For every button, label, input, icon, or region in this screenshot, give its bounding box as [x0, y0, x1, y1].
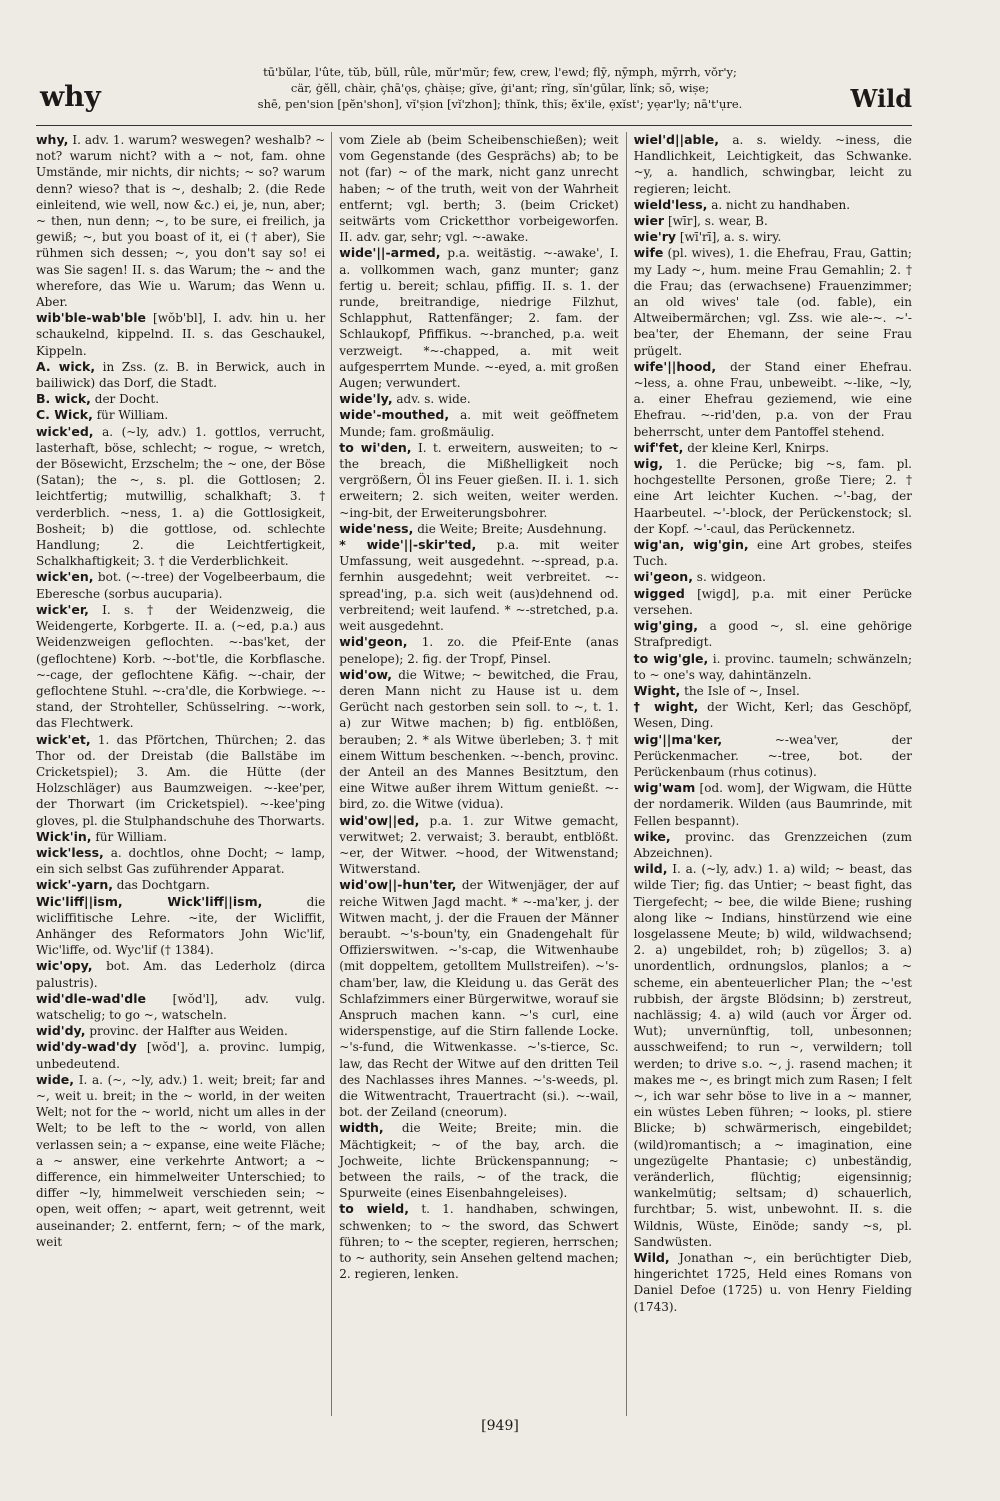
- entry-headword: wier: [633, 213, 665, 229]
- dictionary-entry: [339, 877, 618, 1120]
- dictionary-entry: [634, 1250, 912, 1315]
- right-guide-word: Wild: [850, 84, 912, 113]
- dictionary-entry: [634, 197, 912, 213]
- entry-headword: wid'ow,: [339, 666, 392, 682]
- dictionary-entry: [634, 229, 912, 245]
- dictionary-entry: [36, 732, 325, 829]
- entry-definition: der Wicht, Kerl; das Geschöpf, Wesen, Ding.: [633, 700, 912, 731]
- dictionary-entry: [634, 829, 912, 861]
- entry-definition: [wigd], p.a. mit einer Perücke versehen.: [633, 586, 912, 617]
- dictionary-entry: [634, 732, 912, 781]
- entry-definition: [wīr], s. wear, B.: [667, 214, 768, 229]
- entry-definition: p.a. 1. zur Witwe gemacht, verwitwet; 2. verwaist; 3. beraubt, entblößt. ~er, der Witwer. ~hood, der Witwenstand; Witwerstand.: [339, 813, 619, 877]
- entry-definition: für William.: [96, 408, 169, 423]
- header-rule: [36, 125, 912, 126]
- dictionary-entry: [634, 861, 912, 1250]
- dictionary-entry: [634, 213, 912, 229]
- column-left: [36, 132, 331, 1416]
- entry-definition: provinc. der Halfter aus Weiden.: [89, 1024, 288, 1039]
- dictionary-entry: [36, 359, 325, 391]
- entry-definition: I. adv. 1. warum? weswegen? weshalb? ~ not? warum nicht? with a ~ not, fam. ohne Umstände, mir nichts, dir nichts; ~ so? warum denn? wieso? that is ~, deshalb; 2. (die Rede einleitend, wie well, now &c.) ei, je, nun, aber; ~ then, nun denn; ~, to be sure, ei freilich, ja gewiß; ~, but you boast of it, ei († aber), Sie rühmen sich dessen; ~, you don't say so! ei was Sie sagen! II. s. das Warum; the ~ and the wherefore, das Wie u. Warum; das Wenn u. Aber.: [36, 133, 326, 310]
- entry-headword: wide'||-armed,: [339, 245, 441, 261]
- dictionary-entry: [36, 894, 325, 959]
- entry-headword: † wight,: [633, 699, 699, 715]
- entry-definition: a. mit weit geöffnetem Munde; fam. großmäulig.: [339, 408, 619, 439]
- dictionary-entry: [36, 877, 325, 893]
- dictionary-entry: [36, 1039, 325, 1071]
- dictionary-entry: [634, 537, 912, 569]
- entry-definition: t. 1. handhaben, schwingen, schwenken; to ~ the sword, das Schwert führen; to ~ the scepter, regieren, herrschen; to ~ authority, sein Ansehen geltend machen; 2. regieren, lenken.: [339, 1202, 619, 1282]
- entry-definition: a. dochtlos, ohne Docht; ~ lamp, ein sich selbst Gas zuführender Apparat.: [36, 845, 326, 877]
- dictionary-entry: [339, 1120, 618, 1201]
- entry-definition: a good ~, sl. eine gehörige Strafpredigt.: [633, 619, 912, 650]
- entry-definition: vom Ziele ab (beim Scheibenschießen); weit vom Gegenstande (des Gesprächs) ab; to be not (far) ~ of the mark, nicht ganz unrecht haben; ~ of the truth, weit von der Wahrheit entfernt; vgl. berth; 3. (beim Cricket) seitwärts vom Cricketthor vorbeigeworfen. II. adv. gar, sehr; vgl. ~-awake.: [339, 133, 619, 245]
- entry-headword: wife: [633, 245, 664, 261]
- entry-definition: [wŏb'bl], I. adv. hin u. her schaukelnd, kippelnd. II. s. das Geschaukel, Kippeln.: [36, 311, 326, 358]
- entry-headword: wid'ow||-hun'ter,: [339, 877, 457, 893]
- entry-headword: wig,: [633, 456, 664, 472]
- entry-definition: die wicliffitische Lehre. ~ite, der Wicliffit, Anhänger des Reformators John Wic'lif, Wic'liffe, od. Wyc'lif († 1384).: [36, 894, 326, 958]
- pronunciation-key: [190, 64, 810, 112]
- dictionary-entry: [36, 829, 325, 845]
- entry-headword: to wield,: [339, 1201, 409, 1217]
- entry-definition: provinc. das Grenzzeichen (zum Abzeichnen).: [633, 829, 912, 860]
- dictionary-entry: [339, 245, 618, 391]
- dictionary-entry: [36, 132, 325, 310]
- dictionary-entry: [634, 569, 912, 585]
- dictionary-entry: [634, 651, 912, 683]
- dictionary-entry: [36, 407, 325, 423]
- entry-headword: Wick'in,: [36, 828, 92, 844]
- entry-headword: wid'ow||ed,: [339, 812, 420, 828]
- entry-headword: Wic'liff||ism, Wick'liff||ism,: [36, 893, 263, 909]
- entry-headword: wid'dy-wad'dy: [36, 1039, 137, 1055]
- entry-definition: der Witwenjäger, der auf reiche Witwen Jagd macht. * ~-ma'ker, j. der Witwen macht, j. der die Frauen der Männer beraubt. ~'s-boun'ty, ein Gnadengehalt für Offizierswitwen. ~'s-cap, die Witwenhaube (mit doppeltem, getolltem Mullstreifen). ~'s-cham'ber, law, die Kleidung u. das Gerät des Schlafzimmers einer Bürgerwitwe, worauf sie Anspruch machen kann. ~'s curl, eine widerspenstige, auf die Stirn fallende Locke. ~'s-fund, die Witwenkasse. ~'s-tierce, Sc. law, das Recht der Witwe auf den dritten Teil des Nachlasses ihres Mannes. ~'s-weeds, pl. die Witwentracht, Trauertracht (si.). ~-wail, bot. der Zeiland (cneorum).: [339, 878, 619, 1120]
- dictionary-entry: [339, 132, 618, 245]
- entry-definition: in Zss. (z. B. in Berwick, auch in bailiwick) das Dorf, die Stadt.: [36, 359, 326, 391]
- dictionary-entry: [339, 667, 618, 813]
- dictionary-entry: [36, 391, 325, 407]
- entry-headword: A. wick,: [36, 358, 96, 374]
- entry-definition: p.a. weitästig. ~-awake', I. a. vollkommen wach, ganz munter; ganz fertig u. bereit; schlau, pfiffig. II. s. 1. der runde, breitrandige, niedrige Filzhut, Schlapphut, Rattenfänger; 2. fam. der Schlaukopf, Pfiffikus. ~-branched, p.a. weit verzweigt. *~-chapped, a. mit weit aufgesperrtem Munde. ~-eyed, a. mit großen Augen; verwundert.: [339, 246, 619, 391]
- entry-headword: C. Wick,: [36, 407, 93, 423]
- entry-definition: s. widgeon.: [696, 570, 766, 585]
- dictionary-entry: [634, 683, 912, 699]
- entry-headword: wick'en,: [36, 569, 94, 585]
- entry-headword: wig'an, wig'gin,: [633, 537, 749, 553]
- entry-definition: I. a. (~ly, adv.) 1. a) wild; ~ beast, das wilde Tier; fig. das Untier; ~ beast fight, das Tiergefecht; ~ bee, die wilde Biene; rushing along like ~ Indians, hinstürzend wie eine losgelassene Meute; b) wild, wildwachsend; 2. a) ungebildet, roh; b) zügellos; 3. a) unordentlich, ordnungslos, planlos; a ~ scheme, ein abenteuerlicher Plan; the ~'est rubbish, der ärgste Blödsinn; b) zerstreut, nachlässig; 4. a) wild (auch vor Ärger od. Wut); unvernünftig, toll, unbesonnen; ausschweifend; to run ~, verwildern; toll werden; to drive s.o. ~, j. rasend machen; it makes me ~, es bringt mich zum Rasen; I felt ~, ich war sehr böse to live in a ~ manner, ein wüstes Leben führen; ~ looks, pl. stiere Blicke; b) schwärmerisch, eingebildet; (wild)romantisch; a ~ imagination, eine ungezügelte Phantasie; c) unbeständig, veränderlich, flüchtig; eigensinnig; wankelmütig; seltsam; d) schauerlich, furchtbar; 5. wist, unbewohnt. II. s. die Wildnis, Wüste, Einöde; sandy ~s, pl. Sandwüsten.: [633, 862, 912, 1249]
- dictionary-entry: [339, 391, 618, 407]
- entry-definition: a. nicht zu handhaben.: [711, 197, 851, 212]
- dictionary-entry: [36, 958, 325, 990]
- entry-definition: (pl. wives), 1. die Ehefrau, Frau, Gattin; my Lady ~, hum. meine Frau Gemahlin; 2. † die Frau; das (erwachsene) Frauenzimmer; an old wives' tale (od. fable), ein Altweibermärchen; vgl. Zss. wie ale-~. ~'-bea'ter, der Ehemann, der seine Frau prügelt.: [633, 246, 912, 358]
- left-guide-word: why: [40, 80, 101, 113]
- entry-headword: wid'geon,: [339, 634, 408, 650]
- dictionary-entry: [634, 456, 912, 537]
- entry-headword: wick'et,: [36, 731, 91, 747]
- dictionary-entry: [339, 407, 618, 439]
- entry-headword: wig'wam: [633, 780, 696, 796]
- dictionary-entry: [634, 586, 912, 618]
- entry-definition: der Docht.: [94, 392, 160, 407]
- dictionary-entry: [634, 245, 912, 358]
- entry-definition: i. provinc. taumeln; schwänzeln; to ~ one's way, dahintänzeln.: [633, 651, 912, 682]
- entry-headword: wig'||ma'ker,: [633, 731, 723, 747]
- entry-headword: wide'ly,: [339, 391, 393, 407]
- dictionary-entry: [339, 813, 618, 878]
- entry-definition: [wŏd'l], adv. vulg. watschelig; to go ~, watscheln.: [36, 991, 326, 1022]
- entry-definition: [wī'rī], a. s. wiry.: [679, 230, 782, 245]
- text-columns: [36, 132, 912, 1416]
- entry-headword: why,: [36, 132, 69, 147]
- entry-headword: wid'dy,: [36, 1023, 86, 1039]
- entry-definition: 1. zo. die Pfeif-Ente (anas penelope); 2. fig. der Tropf, Pinsel.: [339, 635, 619, 666]
- entry-headword: wide'-mouthed,: [339, 407, 450, 423]
- entry-headword: wie'ry: [633, 229, 677, 245]
- dictionary-entry: [339, 440, 618, 521]
- pronunciation-line: cär, ġĕll, chàir, çhā'ǫs, çhàiṣe; gĭve, ġi'ant; rĭng, sĭn'gūlar, lĭnk; sō, wiṣe;: [290, 81, 710, 95]
- dictionary-entry: [634, 618, 912, 650]
- entry-definition: [od. wom], der Wigwam, die Hütte der nordamerik. Wilden (aus Baumrinde, mit Fellen bespannt).: [633, 781, 912, 828]
- dictionary-entry: [36, 310, 325, 359]
- entry-headword: wide,: [36, 1071, 75, 1087]
- entry-definition: [wŏd'], a. provinc. lumpig, unbedeutend.: [36, 1040, 326, 1071]
- pronunciation-line: shē, pen'sion [pĕn'shon], vĭ'ṣion [vĭ'zhon]; thĭnk, thĭs; ĕx'ile, ẹxĭst'; yẹar'ly; nā't'ụre.: [257, 97, 743, 111]
- entry-definition: für William.: [95, 829, 167, 844]
- entry-headword: wield'less,: [633, 196, 708, 212]
- entry-headword: to wig'gle,: [633, 650, 709, 666]
- dictionary-entry: [339, 634, 618, 666]
- dictionary-entry: [36, 602, 325, 732]
- entry-headword: wiel'd||able,: [633, 132, 720, 147]
- dictionary-entry: [36, 569, 325, 601]
- pronunciation-line: tū'bŭlar, l'ûte, tŭb, bŭll, rûle, mŭr'mŭr; few, crew, l'ewd; flȳ, nȳmph, mȳrrh, vŏr'y;: [263, 65, 737, 79]
- entry-headword: B. wick,: [36, 391, 91, 407]
- entry-definition: I. a. (~, ~ly, adv.) 1. weit; breit; far and ~, weit u. breit; in the ~ world, in der weiten Welt; not for the ~ world, nicht um alles in der Welt; to be left to the ~ world, von allen verlassen sein; a ~ expanse, eine weite Fläche; a ~ answer, eine verkehrte Antwort; a ~ difference, ein himmelweiter Unterschied; to differ ~ly, himmelweit verschieden sein; ~ open, weit offen; ~ apart, weit getrennt, weit auseinander; 2. entfernt, fern; ~ of the mark, weit: [36, 1072, 326, 1249]
- entry-definition: adv. s. wide.: [396, 392, 471, 407]
- entry-headword: wick'er,: [36, 601, 89, 617]
- entry-headword: Wild,: [633, 1250, 670, 1266]
- dictionary-entry: [634, 699, 912, 731]
- dictionary-entry: [339, 521, 618, 537]
- entry-definition: bot. Am. das Lederholz (dirca palustris).: [36, 959, 326, 990]
- entry-headword: wig'ging,: [633, 618, 699, 634]
- entry-definition: a. s. wieldy. ~iness, die Handlichkeit, Leichtigkeit, das Schwanke. ~y, a. handlich, schwingbar, leicht zu regieren; leicht.: [633, 133, 912, 196]
- column-middle: [331, 132, 625, 1416]
- entry-definition: Jonathan ~, ein berüchtigter Dieb, hingerichtet 1725, Held eines Romans von Daniel Defoe (1725) u. von Henry Fielding (1743).: [633, 1251, 912, 1314]
- entry-definition: der Stand einer Ehefrau. ~less, a. ohne Frau, unbeweibt. ~-like, ~ly, a. einer Ehefrau geziemend, wie eine Ehefrau. ~-rid'den, p.a. von der Frau beherrscht, unter dem Pantoffel stehend.: [633, 359, 912, 439]
- entry-headword: width,: [339, 1120, 384, 1136]
- dictionary-entry: [36, 845, 325, 877]
- entry-definition: a. (~ly, adv.) 1. gottlos, verrucht, lasterhaft, böse, schlecht; ~ rogue, ~ wretch, der Bösewicht, Erzschelm; the ~ one, der Böse (Satan); the ~, s. pl. die Gottlosen; 2. leichtfertig; mutwillig, schalkhaft; 3. † verderblich. ~ness, 1. a) die Gottlosigkeit, Bosheit; b) die gottlose, od. schlechte Handlung; 2. die Leichtfertigkeit, Schalkhaftigkeit; 3. † die Verderblichkeit.: [36, 424, 326, 569]
- page-number: [949]: [481, 1418, 519, 1434]
- entry-headword: wick'-yarn,: [36, 877, 113, 893]
- entry-headword: wigged: [633, 585, 685, 601]
- entry-headword: wib'ble-wab'ble: [36, 310, 146, 326]
- dictionary-entry: [36, 991, 325, 1023]
- entry-definition: 1. die Perücke; big ~s, fam. pl. hochgestellte Personen, große Tiere; 2. † eine Art leichter Kuchen. ~'-bag, der Haarbeutel. ~'-block, der Perückenstock; sl. der Kopf. ~'-caul, das Perückennetz.: [633, 457, 912, 536]
- dictionary-entry: [339, 1201, 618, 1282]
- entry-headword: wick'ed,: [36, 423, 94, 439]
- entry-definition: ~-wea'ver, der Perückenmacher. ~-tree, bot. der Perückenbaum (rhus cotinus).: [633, 732, 912, 779]
- dictionary-entry: [36, 424, 325, 570]
- dictionary-entry: [634, 440, 912, 456]
- entry-definition: bot. (~-tree) der Vogelbeerbaum, die Eberesche (sorbus aucuparia).: [36, 570, 326, 601]
- entry-definition: p.a. mit weiter Umfassung, weit ausgedehnt. ~-spread, p.a. fernhin ausgedehnt; weit verbreitet. ~-spread'ing, p.a. sich weit (aus)dehnend od. verbreitend; weit laufend. * ~-stretched, p.a. weit ausgedehnt.: [339, 538, 619, 634]
- entry-definition: eine Art grobes, steifes Tuch.: [633, 538, 912, 569]
- entry-definition: 1. das Pförtchen, Thürchen; 2. das Thor od. der Dreistab (die Ballstäbe im Cricketspiel); 3. Am. die Hütte (der Holzschläger) aus Baumzweigen. ~-kee'per, der Thorwart (im Cricketspiel). ~-kee'ping gloves, pl. die Stulphandschuhe des Thorwarts.: [36, 732, 326, 828]
- entry-definition: I. s. † der Weidenzweig, die Weidengerte, Korbgerte. II. a. (~ed, p.a.) aus Weidenzweigen geflochten. ~-bas'ket, der (geflochtene) Korb. ~-bot'tle, die Korbflasche. ~-cage, der geflochtene Käfig. ~-chair, der geflochtene Stuhl. ~-cra'dle, die Korbwiege. ~-stand, der Strohteller, Schüsselring. ~-work, das Flechtwerk.: [36, 602, 326, 731]
- entry-headword: wif'fet,: [633, 439, 684, 455]
- entry-definition: die Weite; Breite; min. die Mächtigkeit; ~ of the bay, arch. die Jochweite, lichte Brückenspannung; ~ between the rails, ~ of the track, die Spurweite (eines Eisenbahngeleises).: [339, 1121, 619, 1201]
- entry-definition: I. t. erweitern, ausweiten; to ~ the breach, die Mißhelligkeit noch vergrößern, Öl ins Feuer gießen. II. i. 1. sich erweitern; 2. sich weiten, weiter werden. ~ing-bit, der Erweiterungsbohrer.: [339, 440, 619, 520]
- dictionary-entry: [634, 132, 912, 197]
- entry-headword: wife'||hood,: [633, 358, 717, 374]
- entry-headword: wike,: [633, 828, 671, 844]
- entry-headword: wick'less,: [36, 844, 104, 860]
- entry-definition: the Isle of ~, Insel.: [684, 683, 800, 698]
- entry-headword: wild,: [633, 861, 668, 877]
- entry-headword: wid'dle-wad'dle: [36, 990, 146, 1006]
- entry-definition: der kleine Kerl, Knirps.: [687, 440, 830, 455]
- dictionary-entry: [634, 780, 912, 829]
- dictionary-entry: [634, 359, 912, 440]
- dictionary-entry: [36, 1072, 325, 1250]
- entry-headword: * wide'||-skir'ted,: [339, 537, 477, 553]
- entry-headword: wi'geon,: [633, 569, 693, 585]
- entry-definition: das Dochtgarn.: [116, 878, 210, 893]
- entry-headword: to wi'den,: [339, 439, 412, 455]
- entry-definition: die Witwe; ~ bewitched, die Frau, deren Mann nicht zu Hause ist u. dem Gerücht nach gestorben sein soll. to ~, t. 1. a) zur Witwe machen; b) fig. entblößen, berauben; 2. * als Witwe überleben; 3. † mit einem Wittum beschenken. ~-bench, provinc. der Anteil an des Mannes Besitztum, den eine Witwe außer ihrem Wittum genießt. ~-bird, zo. die Witwe (vidua).: [339, 667, 619, 812]
- entry-headword: wide'ness,: [339, 520, 414, 536]
- dictionary-entry: [36, 1023, 325, 1039]
- dictionary-entry: [339, 537, 618, 634]
- entry-headword: wic'opy,: [36, 958, 93, 974]
- entry-definition: die Weite; Breite; Ausdehnung.: [417, 521, 607, 536]
- entry-headword: Wight,: [633, 682, 681, 698]
- column-right: [626, 132, 912, 1416]
